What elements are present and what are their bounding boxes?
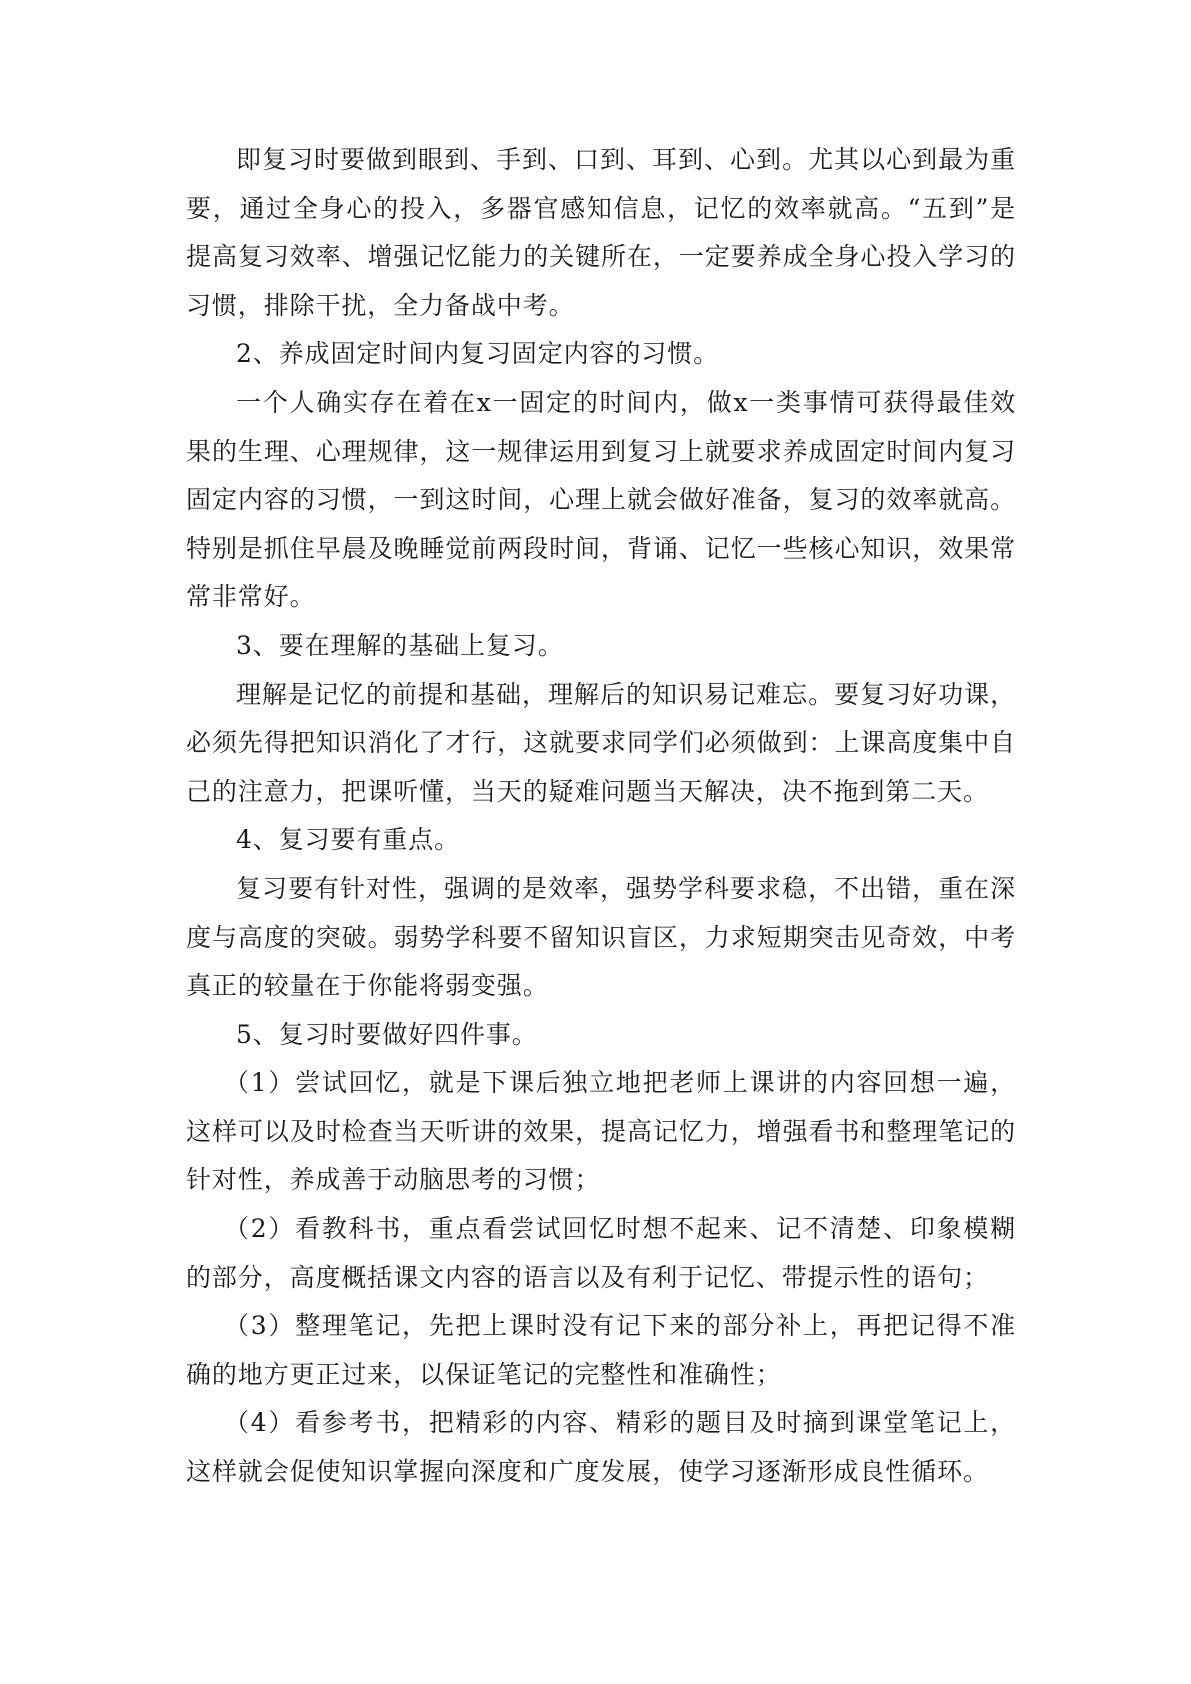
document-body <box>186 136 1016 1497</box>
heading-item-4: 4、复习要有重点。 <box>236 825 461 855</box>
paragraph-sub-4: （4）看参考书，把精彩的内容、精彩的题目及时摘到课堂笔记上，这样就会促使知识掌握向深度和广度发展，使学习逐渐形成良性循环。 <box>186 1408 1016 1487</box>
heading-item-5: 5、复习时要做好四件事。 <box>236 1019 538 1049</box>
paragraph-five-senses: 即复习时要做到眼到、手到、口到、耳到、心到。尤其以心到最为重要，通过全身心的投入，多器官感知信息，记忆的效率就高。“五到”是提高复习效率、增强记忆能力的关键所在，一定要养成全身心投入学习的习惯，排除干扰，全力备战中考。 <box>186 145 1016 320</box>
heading-item-2: 2、养成固定时间内复习固定内容的习惯。 <box>236 339 720 369</box>
paragraph-focus: 复习要有针对性，强调的是效率，强势学科要求稳，不出错，重在深度与高度的突破。弱势学科要不留知识盲区，力求短期突击见奇效，中考真正的较量在于你能将弱变强。 <box>186 873 1016 1001</box>
paragraph-fixed-time: 一个人确实存在着在x一固定的时间内，做x一类事情可获得最佳效果的生理、心理规律，这一规律运用到复习上就要求养成固定时间内复习固定内容的习惯，一到这时间，心理上就会做好准备，复习的效率就高。特别是抓住早晨及晚睡觉前两段时间，背诵、记忆一些核心知识，效果常常非常好。 <box>186 387 1016 612</box>
paragraph-understanding: 理解是记忆的前提和基础，理解后的知识易记难忘。要复习好功课，必须先得把知识消化了才行，这就要求同学们必须做到：上课高度集中自己的注意力，把课听懂，当天的疑难问题当天解决，决不拖到第二天。 <box>186 679 1016 806</box>
paragraph-sub-1: （1）尝试回忆，就是下课后独立地把老师上课讲的内容回想一遍，这样可以及时检查当天听讲的效果，提高记忆力，增强看书和整理笔记的针对性，养成善于动脑思考的习惯； <box>186 1068 1016 1195</box>
paragraph-sub-3: （3）整理笔记，先把上课时没有记下来的部分补上，再把记得不准确的地方更正过来，以保证笔记的完整性和准确性； <box>186 1311 1016 1389</box>
heading-item-3: 3、要在理解的基础上复习。 <box>236 630 564 660</box>
paragraph-sub-2: （2）看教科书，重点看尝试回忆时想不起来、记不清楚、印象模糊的部分，高度概括课文内容的语言以及有利于记忆、带提示性的语句； <box>186 1214 1016 1292</box>
